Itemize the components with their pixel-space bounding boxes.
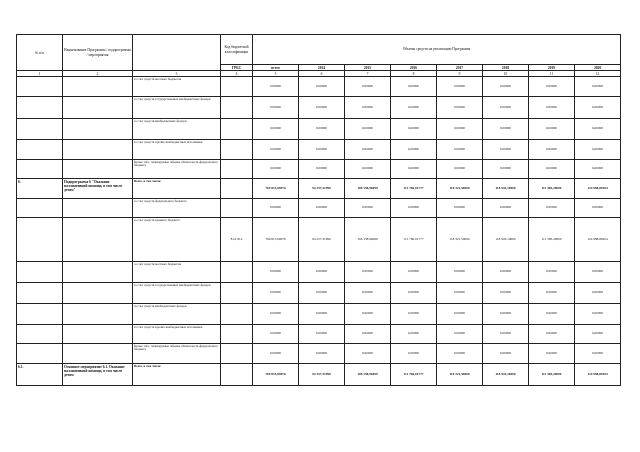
row-code <box>221 179 253 199</box>
row-value: 111 760,01777 <box>391 364 437 386</box>
index-cell: 9 <box>437 71 483 77</box>
row-value: 0,00000 <box>529 140 575 160</box>
row-value: 0,00000 <box>391 97 437 119</box>
row-value: 0,00000 <box>391 199 437 218</box>
row-value: 0,00000 <box>575 304 621 325</box>
row-value: 0,00000 <box>345 304 391 325</box>
row-source: за счет средств федерального бюджета <box>133 199 221 218</box>
row-value: 0,00000 <box>391 119 437 140</box>
row-value: 0,00000 <box>253 160 299 179</box>
header-source-blank <box>133 35 221 71</box>
row-number <box>17 218 63 262</box>
row-source: за счет средств внебюджетных фондов <box>133 304 221 325</box>
row-value: 0,00000 <box>253 325 299 344</box>
row-value: 124 988,89204 <box>575 364 621 386</box>
row-value: 0,00000 <box>575 199 621 218</box>
row-value: 0,00000 <box>529 283 575 304</box>
table-row <box>17 283 621 304</box>
header-year: всего <box>253 65 299 71</box>
row-name <box>63 344 133 364</box>
row-number: 6. <box>17 179 63 199</box>
row-number <box>17 262 63 283</box>
index-cell: 2 <box>63 71 133 77</box>
row-value: 0,00000 <box>437 262 483 283</box>
row-code <box>221 325 253 344</box>
row-value: 0,00000 <box>299 283 345 304</box>
header-grbs: ГРБС <box>221 65 253 71</box>
row-code <box>221 140 253 160</box>
row-value: 0,00000 <box>253 77 299 97</box>
row-number <box>17 304 63 325</box>
row-value: 0,00000 <box>253 119 299 140</box>
table-row <box>17 218 621 262</box>
row-value: 111 760,01777 <box>391 218 437 262</box>
row-code <box>221 283 253 304</box>
row-value: 0,00000 <box>299 304 345 325</box>
row-code <box>221 160 253 179</box>
row-value: 0,00000 <box>575 77 621 97</box>
row-value: 0,00000 <box>483 283 529 304</box>
row-value: 0,00000 <box>483 344 529 364</box>
row-code <box>221 364 253 386</box>
row-value: 0,00000 <box>575 262 621 283</box>
row-code <box>221 77 253 97</box>
row-value: 0,00000 <box>575 97 621 119</box>
row-value: 0,00000 <box>253 283 299 304</box>
row-value: 106 158,96099 <box>345 364 391 386</box>
row-value: 0,00000 <box>299 262 345 283</box>
row-value: 0,00000 <box>483 262 529 283</box>
row-value: 0,00000 <box>299 160 345 179</box>
row-value: 111 760,01777 <box>391 179 437 199</box>
row-value: 0,00000 <box>391 140 437 160</box>
row-code <box>221 199 253 218</box>
table-row <box>17 199 621 218</box>
index-cell: 10 <box>483 71 529 77</box>
row-value: 0,00000 <box>253 140 299 160</box>
row-code <box>221 262 253 283</box>
row-number <box>17 344 63 364</box>
index-cell: 3 <box>133 71 221 77</box>
row-value: 0,00000 <box>529 97 575 119</box>
row-name <box>63 97 133 119</box>
row-number <box>17 140 63 160</box>
row-code <box>221 304 253 325</box>
row-source: за счет средств прочих внебюджетных источников <box>133 140 221 160</box>
row-value: 0,00000 <box>529 304 575 325</box>
row-value: 0,00000 <box>529 344 575 364</box>
row-value: 94 257,31996 <box>299 179 345 199</box>
row-value: 0,00000 <box>437 140 483 160</box>
row-value: 94 257,31996 <box>299 218 345 262</box>
table-row <box>17 160 621 179</box>
row-value: 0,00000 <box>391 160 437 179</box>
index-cell: 12 <box>575 71 621 77</box>
table-row <box>17 344 621 364</box>
row-source: Кроме того, планируемые объемы обязательств федерального бюджета <box>133 160 221 179</box>
row-value: 0,00000 <box>575 283 621 304</box>
row-value: 0,00000 <box>345 262 391 283</box>
row-value: 0,00000 <box>345 283 391 304</box>
row-value: 0,00000 <box>529 160 575 179</box>
row-value: 111 385,20000 <box>529 179 575 199</box>
row-value: 0,00000 <box>529 199 575 218</box>
index-cell: 1 <box>17 71 63 77</box>
index-cell: 8 <box>391 71 437 77</box>
row-value: 769 815,09076 <box>253 179 299 199</box>
row-value: 0,00000 <box>299 199 345 218</box>
table-row <box>17 325 621 344</box>
row-source: за счет средств местных бюджетов <box>133 77 221 97</box>
row-value: 0,00000 <box>483 97 529 119</box>
row-name: Подпрограмма 6 "Оказание паллиативной помощи, в том числе детям" <box>63 179 133 199</box>
header-year: 2019 <box>529 65 575 71</box>
row-value: 0,00000 <box>529 77 575 97</box>
header-code: Код бюджетной классификации <box>221 35 253 65</box>
row-value: 0,00000 <box>253 97 299 119</box>
row-code <box>221 119 253 140</box>
row-name <box>63 119 133 140</box>
row-value: 0,00000 <box>391 262 437 283</box>
row-name <box>63 77 133 97</box>
row-value: 118 321,50000 <box>437 218 483 262</box>
program-funding-table <box>16 34 621 386</box>
table-row <box>17 262 621 283</box>
row-number <box>17 199 63 218</box>
header-volumes: Объемы средств на реализацию Программы <box>253 35 621 65</box>
row-value: 118 943,10000 <box>483 364 529 386</box>
row-value: 0,00000 <box>483 325 529 344</box>
row-value: 0,00000 <box>345 97 391 119</box>
row-value: 0,00000 <box>253 199 299 218</box>
header-year: 2017 <box>437 65 483 71</box>
row-name <box>63 160 133 179</box>
row-value: 106 158,96099 <box>345 218 391 262</box>
row-value: 94 257,31996 <box>299 364 345 386</box>
row-value: 0,00000 <box>253 344 299 364</box>
header-year: 2014 <box>299 65 345 71</box>
table-row <box>17 364 621 386</box>
row-value: 0,00000 <box>437 77 483 97</box>
row-code: 814, 812 <box>221 218 253 262</box>
row-value: 0,00000 <box>437 119 483 140</box>
row-number <box>17 283 63 304</box>
row-value: 118 321,50000 <box>437 364 483 386</box>
header-year: 2016 <box>391 65 437 71</box>
row-source: за счет средств прочих внебюджетных источников <box>133 325 221 344</box>
row-source: за счет средств государственных внебюджетных фондов <box>133 283 221 304</box>
table-body <box>17 77 621 386</box>
row-value: 0,00000 <box>483 199 529 218</box>
row-value: 124 988,89204 <box>575 179 621 199</box>
row-value: 0,00000 <box>529 119 575 140</box>
row-code <box>221 97 253 119</box>
row-value: 106 158,96099 <box>345 179 391 199</box>
row-value: 0,00000 <box>391 304 437 325</box>
row-value: 0,00000 <box>483 160 529 179</box>
row-number <box>17 325 63 344</box>
header-year: 2020 <box>575 65 621 71</box>
index-cell: 5 <box>253 71 299 77</box>
row-value: 118 321,50000 <box>437 179 483 199</box>
row-value: 0,00000 <box>483 304 529 325</box>
row-source: за счет средств внебюджетных фондов <box>133 119 221 140</box>
row-value: 0,00000 <box>529 325 575 344</box>
row-value: 0,00000 <box>345 199 391 218</box>
row-value: 0,00000 <box>345 77 391 97</box>
row-value: 0,00000 <box>391 77 437 97</box>
row-name <box>63 140 133 160</box>
header-num: № п/п <box>17 35 63 71</box>
row-value: 124 988,89204 <box>575 218 621 262</box>
row-value: 0,00000 <box>575 119 621 140</box>
table-row <box>17 140 621 160</box>
row-value: 0,00000 <box>299 325 345 344</box>
row-name <box>63 304 133 325</box>
row-value: 0,00000 <box>345 344 391 364</box>
row-value: 0,00000 <box>345 325 391 344</box>
row-number: 6.1. <box>17 364 63 386</box>
row-source: Всего, в том числе: <box>133 179 221 199</box>
row-source: за счет средств краевого бюджета <box>133 218 221 262</box>
row-value: 0,00000 <box>253 304 299 325</box>
row-value: 0,00000 <box>437 344 483 364</box>
row-value: 0,00000 <box>391 283 437 304</box>
row-value: 0,00000 <box>391 325 437 344</box>
row-value: 111 385,20000 <box>529 218 575 262</box>
row-value: 0,00000 <box>299 119 345 140</box>
row-value: 118 943,10000 <box>483 179 529 199</box>
row-source: Кроме того, планируемые объемы обязательств федерального бюджета <box>133 344 221 364</box>
row-value: 118 943,10000 <box>483 218 529 262</box>
row-value: 769 815,09076 <box>253 364 299 386</box>
row-value: 0,00000 <box>575 160 621 179</box>
header-year: 2018 <box>483 65 529 71</box>
row-value: 0,00000 <box>437 325 483 344</box>
table-row <box>17 119 621 140</box>
row-name <box>63 262 133 283</box>
header-year: 2015 <box>345 65 391 71</box>
row-value: 0,00000 <box>299 77 345 97</box>
index-cell: 4 <box>221 71 253 77</box>
header-name: Наименование Программы / подпрограммы / мероприятия <box>63 35 133 71</box>
row-value: 0,00000 <box>345 160 391 179</box>
row-code <box>221 344 253 364</box>
row-source: Всего, в том числе: <box>133 364 221 386</box>
row-value: 0,00000 <box>483 140 529 160</box>
row-value: 0,00000 <box>437 199 483 218</box>
row-value: 0,00000 <box>437 283 483 304</box>
table-row <box>17 97 621 119</box>
row-value: 0,00000 <box>437 160 483 179</box>
row-value: 0,00000 <box>345 140 391 160</box>
row-name <box>63 283 133 304</box>
row-name <box>63 199 133 218</box>
row-value: 0,00000 <box>437 97 483 119</box>
table-row <box>17 179 621 199</box>
row-number <box>17 119 63 140</box>
row-value: 0,00000 <box>575 344 621 364</box>
index-cell: 11 <box>529 71 575 77</box>
row-value: 0,00000 <box>437 304 483 325</box>
row-value: 0,00000 <box>483 119 529 140</box>
row-value: 769 815,09076 <box>253 218 299 262</box>
row-number <box>17 77 63 97</box>
index-cell: 6 <box>299 71 345 77</box>
row-value: 0,00000 <box>345 119 391 140</box>
table-row <box>17 77 621 97</box>
row-source: за счет средств местных бюджетов <box>133 262 221 283</box>
row-value: 0,00000 <box>299 344 345 364</box>
row-name <box>63 325 133 344</box>
row-value: 0,00000 <box>253 262 299 283</box>
row-value: 0,00000 <box>299 97 345 119</box>
row-value: 0,00000 <box>483 77 529 97</box>
row-source: за счет средств государственных внебюджетных фондов <box>133 97 221 119</box>
row-value: 0,00000 <box>529 262 575 283</box>
row-value: 0,00000 <box>391 344 437 364</box>
row-value: 0,00000 <box>575 325 621 344</box>
row-number <box>17 97 63 119</box>
row-value: 0,00000 <box>575 140 621 160</box>
row-value: 0,00000 <box>299 140 345 160</box>
table-row <box>17 304 621 325</box>
row-number <box>17 160 63 179</box>
row-name: Основное мероприятие 6.1. Оказание паллиативной помощи, в том числе детям <box>63 364 133 386</box>
index-cell: 7 <box>345 71 391 77</box>
row-name <box>63 218 133 262</box>
row-value: 111 385,20000 <box>529 364 575 386</box>
